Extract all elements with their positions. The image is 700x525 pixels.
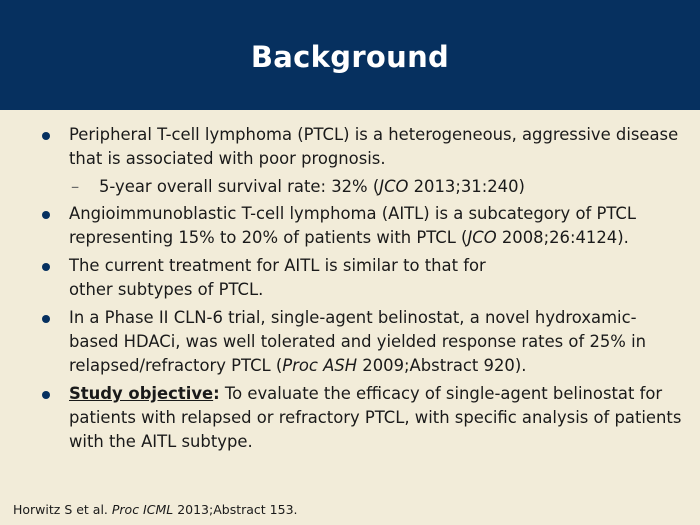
objective-text: To evaluate the efficacy of single-agent belinostat for patients with relapsed or refractory PTCL, with specific analysis of patients with the AITL subtype. xyxy=(69,384,682,451)
footer-journal: Proc ICML xyxy=(111,502,174,517)
bullet-text-line2: other subtypes of PTCL. xyxy=(69,280,264,299)
title-bar xyxy=(0,0,700,110)
sub-bullet-survival xyxy=(42,175,682,199)
journal-citation: JCO xyxy=(467,228,497,247)
citation-detail: 2009;Abstract 920). xyxy=(357,356,527,375)
citation-detail: 2013;31:240) xyxy=(408,177,525,196)
bullet-text: Peripheral T-cell lymphoma (PTCL) is a heterogeneous, aggressive disease that is associated with poor prognosis. xyxy=(69,125,679,168)
footer-citation xyxy=(13,502,298,517)
sub-bullet-text: 5-year overall survival rate: 32% ( xyxy=(99,177,380,196)
slide-body xyxy=(42,123,682,458)
bullet-text: Angioimmunoblastic T-cell lymphoma (AITL) is a subcategory of PTCL representing 15% to 20% of patients with PTCL ( xyxy=(69,204,636,247)
objective-colon: : xyxy=(213,384,220,403)
bullet-aitl xyxy=(42,202,682,250)
bullet-ptcl xyxy=(42,123,682,171)
bullet-text: In a Phase II CLN-6 trial, single-agent belinostat, a novel hydroxamic-based HDACi, was well tolerated and yielded response rates of 25% in relapsed/refractory PTCL ( xyxy=(69,308,647,375)
bullet-current-treatment xyxy=(42,254,682,302)
footer-detail: 2013;Abstract 153. xyxy=(173,502,298,517)
objective-label: Study objective xyxy=(69,384,214,403)
citation-detail: 2008;26:4124). xyxy=(496,228,629,247)
slide-title: Background xyxy=(250,40,450,74)
journal-citation: JCO xyxy=(379,177,409,196)
bullet-text-line1: The current treatment for AITL is similar to that for xyxy=(69,256,486,275)
bullet-study-objective xyxy=(42,382,682,454)
bullet-phase2-trial xyxy=(42,306,682,378)
footer-author: Horwitz S et al. xyxy=(13,502,112,517)
journal-citation: Proc ASH xyxy=(282,356,358,375)
